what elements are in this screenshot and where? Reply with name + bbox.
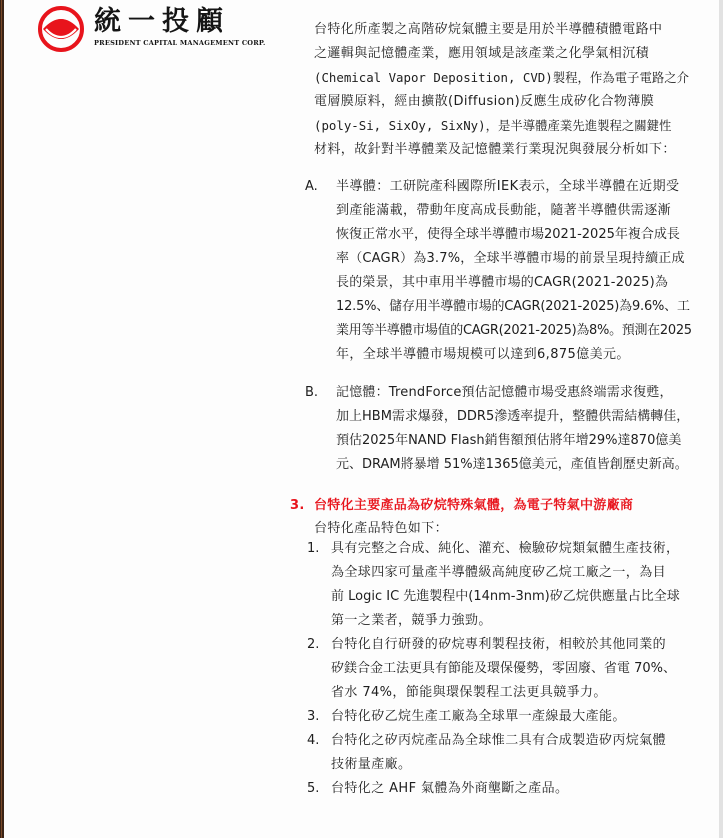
- list-marker: 4.: [307, 733, 320, 748]
- list-line: 業用等半導體市場值的CAGR(2021-2025)為8%。預測在2025: [336, 323, 692, 338]
- list-line: 年，全球半導體市場規模可以達到6,875億美元。: [336, 347, 630, 362]
- list-line: 前 Logic IC 先進製程中(14nm-3nm)矽乙烷供應量占比全球: [331, 589, 680, 604]
- list-marker: A.: [305, 179, 318, 194]
- list-marker: B.: [305, 385, 319, 400]
- list-marker: 1.: [307, 541, 320, 556]
- scrollbar-track[interactable]: [719, 0, 723, 838]
- logo-chinese-name: 統一投顧: [94, 6, 230, 37]
- list-marker: 5.: [307, 781, 320, 796]
- intro-line: 台特化所產製之高階矽烷氣體主要是用於半導體積體電路中: [314, 22, 663, 37]
- list-marker: 2.: [307, 637, 320, 652]
- list-line: 半導體：工研院產科國際所IEK表示，全球半導體在近期受: [336, 179, 680, 194]
- section-number: 3.: [290, 498, 305, 513]
- list-line: 記憶體：TrendForce預估記憶體市場受惠終端需求復甦，: [336, 385, 673, 400]
- logo-mark-icon: [38, 6, 84, 52]
- intro-line: 之邏輯與記憶體產業，應用領域是該產業之化學氣相沉積: [314, 46, 650, 61]
- list-line: 加上HBM需求爆發，DDR5滲透率提升，整體供需結構轉佳，: [336, 409, 690, 424]
- list-line: 長的榮景，其中車用半導體市場的CAGR(2021-2025)為: [336, 275, 669, 290]
- intro-line: (Chemical Vapor Deposition, CVD)製程，作為電子電路之介: [314, 70, 690, 85]
- list-line: 12.5%、儲存用半導體市場的CAGR(2021-2025)為9.6%、工: [336, 299, 690, 314]
- section-subtitle: 台特化產品特色如下：: [314, 521, 449, 536]
- section-title: 台特化主要產品為矽烷特殊氣體，為電子特氣中游廠商: [314, 498, 634, 513]
- list-line: 率（CAGR）為3.7%，全球半導體市場的前景呈現持續正成: [336, 251, 685, 266]
- list-line: 技術量產廠。: [331, 757, 412, 772]
- list-line: 預估2025年NAND Flash銷售額預估將年增29%達870億美: [336, 433, 682, 448]
- page-left-border: [0, 0, 4, 838]
- company-logo: [38, 6, 266, 52]
- list-line: 具有完整之合成、純化、灌充、檢驗矽烷類氣體生產技術，: [331, 541, 680, 556]
- list-line: 為全球四家可量產半導體級高純度矽乙烷工廠之一，為目: [331, 565, 667, 580]
- list-line: 省水 74%，節能與環保製程工法更具競爭力。: [331, 685, 607, 700]
- list-line: 元、DRAM將暴增 51%達1365億美元，產值皆創歷史新高。: [336, 457, 688, 472]
- list-line: 到產能滿載，帶動年度高成長動能，隨著半導體供需逐漸: [336, 203, 672, 218]
- list-line: 矽鎂合金工法更具有節能及環保優勢，零固廢、省電 70%、: [331, 661, 677, 676]
- intro-line: 電層膜原料，經由擴散(Diffusion)反應生成矽化合物薄膜: [314, 94, 655, 109]
- list-line: 恢復正常水平，使得全球半導體市場2021-2025年複合成長: [336, 227, 680, 242]
- list-line: 第一之業者，競爭力強勁。: [331, 613, 492, 628]
- logo-english-name: PRESIDENT CAPITAL MANAGEMENT CORP.: [94, 39, 266, 47]
- list-line: 台特化之矽丙烷產品為全球惟二具有合成製造矽丙烷氣體: [331, 733, 667, 748]
- intro-line: (poly-Si, SixOy, SixNy)，是半導體產業先進製程之關鍵性: [314, 118, 672, 133]
- intro-line: 材料，故針對半導體業及記憶體業行業現況與發展分析如下：: [314, 142, 676, 157]
- list-line: 台特化自行研發的矽烷專利製程技術，相較於其他同業的: [331, 637, 667, 652]
- list-line: 台特化矽乙烷生產工廠為全球單一產線最大產能。: [331, 709, 626, 724]
- list-line: 台特化之 AHF 氣體為外商壟斷之產品。: [331, 781, 569, 796]
- list-marker: 3.: [307, 709, 320, 724]
